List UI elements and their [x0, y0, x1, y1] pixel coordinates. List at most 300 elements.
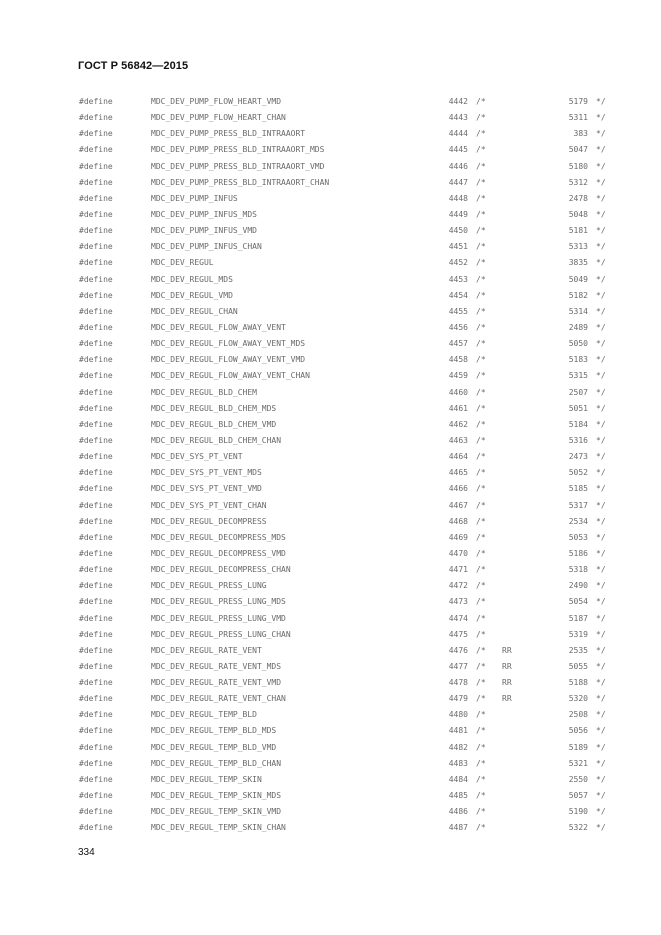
comment-close: */ — [596, 209, 606, 219]
define-number: 4473 — [448, 597, 468, 607]
define-number: 4480 — [448, 710, 468, 720]
comment-close: */ — [596, 274, 606, 284]
comment-open: /* — [476, 242, 486, 252]
comment-close: */ — [596, 678, 606, 688]
define-keyword: #define — [79, 726, 113, 736]
define-code: 5056 — [568, 726, 588, 736]
define-code: 5317 — [568, 500, 588, 510]
comment-open: /* — [476, 532, 486, 542]
comment-open: /* — [476, 97, 486, 106]
define-row — [0, 336, 661, 352]
define-number: 4463 — [448, 435, 468, 445]
comment-close: */ — [596, 516, 606, 526]
define-row — [0, 368, 661, 384]
comment-close: */ — [596, 661, 606, 671]
define-name: MDC_DEV_REGUL_BLD_CHEM_MDS — [151, 403, 277, 413]
define-keyword: #define — [79, 419, 113, 429]
comment-open: /* — [476, 645, 486, 655]
comment-close: */ — [596, 645, 606, 655]
comment-open: /* — [476, 791, 486, 801]
define-name: MDC_DEV_REGUL_RATE_VENT_CHAN — [151, 694, 286, 704]
define-name: MDC_DEV_SYS_PT_VENT_VMD — [151, 484, 262, 494]
define-keyword: #define — [79, 113, 113, 123]
comment-open: /* — [476, 758, 486, 768]
define-row — [0, 239, 661, 255]
define-number: 4446 — [448, 161, 468, 171]
define-flag: RR — [502, 678, 512, 688]
comment-open: /* — [476, 710, 486, 720]
define-keyword: #define — [79, 629, 113, 639]
define-name: MDC_DEV_REGUL_PRESS_LUNG — [151, 581, 267, 591]
define-code: 5182 — [568, 290, 588, 300]
define-row — [0, 288, 661, 304]
define-name: MDC_DEV_REGUL_BLD_CHEM_CHAN — [151, 435, 282, 445]
define-code: 5181 — [568, 226, 588, 236]
define-number: 4454 — [448, 290, 468, 300]
comment-open: /* — [476, 193, 486, 203]
define-code: 5179 — [568, 97, 588, 106]
define-keyword: #define — [79, 355, 113, 365]
define-code: 5316 — [568, 435, 588, 445]
define-number: 4478 — [448, 678, 468, 688]
define-flag: RR — [502, 694, 512, 704]
define-row — [0, 465, 661, 481]
define-row — [0, 788, 661, 804]
define-row — [0, 707, 661, 723]
define-code: 5190 — [568, 807, 588, 817]
comment-open: /* — [476, 613, 486, 623]
define-number: 4464 — [448, 452, 468, 462]
define-number: 4487 — [448, 823, 468, 833]
define-name: MDC_DEV_PUMP_INFUS_CHAN — [151, 242, 262, 252]
define-row — [0, 691, 661, 707]
define-keyword: #define — [79, 597, 113, 607]
comment-open: /* — [476, 322, 486, 332]
define-row — [0, 643, 661, 659]
define-name: MDC_DEV_PUMP_FLOW_HEART_VMD — [151, 97, 282, 106]
define-keyword: #define — [79, 548, 113, 558]
define-name: MDC_DEV_REGUL_TEMP_SKIN_CHAN — [151, 823, 286, 833]
define-number: 4445 — [448, 145, 468, 155]
comment-open: /* — [476, 145, 486, 155]
define-keyword: #define — [79, 613, 113, 623]
define-name: MDC_DEV_REGUL_BLD_CHEM_VMD — [151, 419, 277, 429]
define-name: MDC_DEV_REGUL_PRESS_LUNG_VMD — [151, 613, 286, 623]
comment-close: */ — [596, 419, 606, 429]
define-keyword: #define — [79, 758, 113, 768]
define-number: 4469 — [448, 532, 468, 542]
define-row — [0, 723, 661, 739]
define-name: MDC_DEV_REGUL_RATE_VENT_VMD — [151, 678, 282, 688]
comment-close: */ — [596, 581, 606, 591]
define-number: 4444 — [448, 129, 468, 139]
define-flag: RR — [502, 661, 512, 671]
define-code: 5318 — [568, 565, 588, 575]
comment-open: /* — [476, 516, 486, 526]
define-code: 5183 — [568, 355, 588, 365]
define-number: 4471 — [448, 565, 468, 575]
define-number: 4486 — [448, 807, 468, 817]
define-code: 5313 — [568, 242, 588, 252]
define-number: 4467 — [448, 500, 468, 510]
define-code: 2490 — [568, 581, 588, 591]
comment-open: /* — [476, 452, 486, 462]
define-number: 4443 — [448, 113, 468, 123]
comment-open: /* — [476, 226, 486, 236]
define-code: 5321 — [568, 758, 588, 768]
define-row — [0, 675, 661, 691]
define-keyword: #define — [79, 661, 113, 671]
define-keyword: #define — [79, 258, 113, 268]
define-code: 5180 — [568, 161, 588, 171]
comment-close: */ — [596, 129, 606, 139]
comment-open: /* — [476, 597, 486, 607]
define-code: 5186 — [568, 548, 588, 558]
define-name: MDC_DEV_REGUL_PRESS_LUNG_MDS — [151, 597, 286, 607]
define-code: 5322 — [568, 823, 588, 833]
comment-open: /* — [476, 290, 486, 300]
comment-close: */ — [596, 403, 606, 413]
define-row — [0, 530, 661, 546]
comment-open: /* — [476, 161, 486, 171]
define-row — [0, 449, 661, 465]
define-keyword: #define — [79, 645, 113, 655]
define-number: 4450 — [448, 226, 468, 236]
define-number: 4451 — [448, 242, 468, 252]
define-list — [0, 94, 661, 836]
comment-open: /* — [476, 694, 486, 704]
define-code: 5050 — [568, 339, 588, 349]
comment-open: /* — [476, 371, 486, 381]
comment-open: /* — [476, 774, 486, 784]
define-keyword: #define — [79, 226, 113, 236]
define-name: MDC_DEV_REGUL_FLOW_AWAY_VENT_VMD — [151, 355, 306, 365]
define-number: 4462 — [448, 419, 468, 429]
define-keyword: #define — [79, 694, 113, 704]
define-row — [0, 401, 661, 417]
define-name: MDC_DEV_PUMP_FLOW_HEART_CHAN — [151, 113, 286, 123]
comment-open: /* — [476, 807, 486, 817]
define-code: 5187 — [568, 613, 588, 623]
define-code: 2534 — [568, 516, 588, 526]
define-code: 2535 — [568, 645, 588, 655]
define-row — [0, 110, 661, 126]
define-name: MDC_DEV_PUMP_INFUS_VMD — [151, 226, 257, 236]
define-keyword: #define — [79, 97, 113, 106]
define-code: 383 — [573, 129, 588, 139]
define-name: MDC_DEV_REGUL_FLOW_AWAY_VENT — [151, 322, 286, 332]
define-keyword: #define — [79, 274, 113, 284]
comment-close: */ — [596, 548, 606, 558]
comment-open: /* — [476, 678, 486, 688]
define-name: MDC_DEV_REGUL_TEMP_SKIN_MDS — [151, 791, 282, 801]
define-name: MDC_DEV_REGUL_RATE_VENT_MDS — [151, 661, 282, 671]
comment-close: */ — [596, 597, 606, 607]
define-keyword: #define — [79, 678, 113, 688]
define-code: 5184 — [568, 419, 588, 429]
define-row — [0, 740, 661, 756]
define-row — [0, 659, 661, 675]
define-code: 2473 — [568, 452, 588, 462]
define-code: 3835 — [568, 258, 588, 268]
comment-close: */ — [596, 242, 606, 252]
comment-open: /* — [476, 355, 486, 365]
define-number: 4470 — [448, 548, 468, 558]
comment-open: /* — [476, 565, 486, 575]
comment-close: */ — [596, 97, 606, 106]
define-keyword: #define — [79, 161, 113, 171]
comment-open: /* — [476, 548, 486, 558]
comment-close: */ — [596, 306, 606, 316]
define-keyword: #define — [79, 290, 113, 300]
define-code: 5319 — [568, 629, 588, 639]
define-row — [0, 142, 661, 158]
comment-close: */ — [596, 258, 606, 268]
define-number: 4459 — [448, 371, 468, 381]
define-name: MDC_DEV_REGUL_TEMP_BLD_MDS — [151, 726, 277, 736]
define-number: 4449 — [448, 209, 468, 219]
define-row — [0, 126, 661, 142]
define-number: 4465 — [448, 468, 468, 478]
define-row — [0, 255, 661, 271]
comment-close: */ — [596, 613, 606, 623]
define-code: 5311 — [568, 113, 588, 123]
comment-close: */ — [596, 710, 606, 720]
comment-open: /* — [476, 113, 486, 123]
define-keyword: #define — [79, 742, 113, 752]
define-row — [0, 320, 661, 336]
define-name: MDC_DEV_REGUL_TEMP_SKIN — [151, 774, 262, 784]
define-name: MDC_DEV_REGUL_DECOMPRESS_MDS — [151, 532, 286, 542]
comment-close: */ — [596, 371, 606, 381]
define-number: 4460 — [448, 387, 468, 397]
define-keyword: #define — [79, 500, 113, 510]
define-number: 4447 — [448, 177, 468, 187]
comment-close: */ — [596, 629, 606, 639]
define-row — [0, 207, 661, 223]
define-number: 4476 — [448, 645, 468, 655]
define-number: 4472 — [448, 581, 468, 591]
define-code: 5054 — [568, 597, 588, 607]
comment-close: */ — [596, 500, 606, 510]
define-number: 4466 — [448, 484, 468, 494]
comment-open: /* — [476, 726, 486, 736]
define-row — [0, 804, 661, 820]
define-name: MDC_DEV_REGUL_TEMP_BLD — [151, 710, 257, 720]
comment-open: /* — [476, 581, 486, 591]
define-row — [0, 191, 661, 207]
define-name: MDC_DEV_REGUL_DECOMPRESS — [151, 516, 267, 526]
define-row — [0, 594, 661, 610]
comment-close: */ — [596, 758, 606, 768]
define-name: MDC_DEV_REGUL_DECOMPRESS_CHAN — [151, 565, 291, 575]
comment-open: /* — [476, 258, 486, 268]
comment-open: /* — [476, 419, 486, 429]
define-row — [0, 352, 661, 368]
define-code: 5314 — [568, 306, 588, 316]
define-row — [0, 417, 661, 433]
define-row — [0, 756, 661, 772]
define-row — [0, 159, 661, 175]
define-name: MDC_DEV_REGUL_MDS — [151, 274, 233, 284]
define-row — [0, 611, 661, 627]
define-code: 5320 — [568, 694, 588, 704]
define-code: 5185 — [568, 484, 588, 494]
define-row — [0, 498, 661, 514]
define-keyword: #define — [79, 581, 113, 591]
define-number: 4474 — [448, 613, 468, 623]
comment-open: /* — [476, 339, 486, 349]
document-header: ГОСТ Р 56842—2015 — [78, 60, 189, 72]
define-row — [0, 304, 661, 320]
comment-close: */ — [596, 355, 606, 365]
define-keyword: #define — [79, 791, 113, 801]
define-number: 4468 — [448, 516, 468, 526]
comment-open: /* — [476, 742, 486, 752]
define-name: MDC_DEV_REGUL_RATE_VENT — [151, 645, 262, 655]
define-code: 5188 — [568, 678, 588, 688]
comment-close: */ — [596, 226, 606, 236]
define-keyword: #define — [79, 403, 113, 413]
define-code: 5051 — [568, 403, 588, 413]
define-row — [0, 223, 661, 239]
define-number: 4448 — [448, 193, 468, 203]
comment-close: */ — [596, 193, 606, 203]
define-keyword: #define — [79, 339, 113, 349]
comment-close: */ — [596, 468, 606, 478]
define-number: 4457 — [448, 339, 468, 349]
define-code: 5312 — [568, 177, 588, 187]
define-row — [0, 94, 661, 110]
define-number: 4442 — [448, 97, 468, 106]
define-number: 4452 — [448, 258, 468, 268]
define-row — [0, 627, 661, 643]
define-name: MDC_DEV_REGUL_VMD — [151, 290, 233, 300]
comment-close: */ — [596, 791, 606, 801]
define-row — [0, 578, 661, 594]
define-number: 4485 — [448, 791, 468, 801]
define-keyword: #define — [79, 209, 113, 219]
comment-close: */ — [596, 452, 606, 462]
define-keyword: #define — [79, 193, 113, 203]
comment-open: /* — [476, 129, 486, 139]
define-code: 5055 — [568, 661, 588, 671]
comment-close: */ — [596, 694, 606, 704]
define-name: MDC_DEV_SYS_PT_VENT — [151, 452, 243, 462]
define-number: 4479 — [448, 694, 468, 704]
define-keyword: #define — [79, 435, 113, 445]
define-code: 5048 — [568, 209, 588, 219]
define-number: 4461 — [448, 403, 468, 413]
comment-close: */ — [596, 823, 606, 833]
define-name: MDC_DEV_SYS_PT_VENT_MDS — [151, 468, 262, 478]
define-name: MDC_DEV_REGUL_BLD_CHEM — [151, 387, 257, 397]
comment-close: */ — [596, 387, 606, 397]
define-name: MDC_DEV_REGUL_TEMP_BLD_VMD — [151, 742, 277, 752]
define-number: 4484 — [448, 774, 468, 784]
define-code: 5315 — [568, 371, 588, 381]
define-keyword: #define — [79, 710, 113, 720]
define-code: 5053 — [568, 532, 588, 542]
define-code: 2489 — [568, 322, 588, 332]
define-flag: RR — [502, 645, 512, 655]
define-name: MDC_DEV_REGUL — [151, 258, 214, 268]
comment-close: */ — [596, 145, 606, 155]
define-row — [0, 562, 661, 578]
comment-close: */ — [596, 565, 606, 575]
comment-close: */ — [596, 484, 606, 494]
define-keyword: #define — [79, 468, 113, 478]
define-number: 4483 — [448, 758, 468, 768]
define-keyword: #define — [79, 484, 113, 494]
define-keyword: #define — [79, 322, 113, 332]
comment-open: /* — [476, 435, 486, 445]
comment-close: */ — [596, 435, 606, 445]
define-code: 2478 — [568, 193, 588, 203]
comment-close: */ — [596, 177, 606, 187]
comment-close: */ — [596, 161, 606, 171]
define-keyword: #define — [79, 371, 113, 381]
comment-open: /* — [476, 274, 486, 284]
define-row — [0, 175, 661, 191]
define-row — [0, 514, 661, 530]
define-code: 2508 — [568, 710, 588, 720]
comment-open: /* — [476, 468, 486, 478]
define-keyword: #define — [79, 823, 113, 833]
define-row — [0, 481, 661, 497]
comment-close: */ — [596, 113, 606, 123]
define-keyword: #define — [79, 387, 113, 397]
define-name: MDC_DEV_REGUL_PRESS_LUNG_CHAN — [151, 629, 291, 639]
define-number: 4453 — [448, 274, 468, 284]
comment-close: */ — [596, 339, 606, 349]
comment-close: */ — [596, 742, 606, 752]
define-name: MDC_DEV_REGUL_FLOW_AWAY_VENT_CHAN — [151, 371, 310, 381]
define-name: MDC_DEV_PUMP_INFUS — [151, 193, 238, 203]
define-row — [0, 546, 661, 562]
define-name: MDC_DEV_PUMP_PRESS_BLD_INTRAAORT_VMD — [151, 161, 325, 171]
define-code: 5052 — [568, 468, 588, 478]
define-number: 4475 — [448, 629, 468, 639]
define-code: 2507 — [568, 387, 588, 397]
define-keyword: #define — [79, 532, 113, 542]
comment-open: /* — [476, 823, 486, 833]
define-row — [0, 820, 661, 836]
comment-open: /* — [476, 306, 486, 316]
define-keyword: #define — [79, 452, 113, 462]
define-code: 5189 — [568, 742, 588, 752]
comment-open: /* — [476, 387, 486, 397]
define-number: 4456 — [448, 322, 468, 332]
comment-open: /* — [476, 484, 486, 494]
define-row — [0, 385, 661, 401]
define-number: 4481 — [448, 726, 468, 736]
define-row — [0, 433, 661, 449]
define-keyword: #define — [79, 565, 113, 575]
define-keyword: #define — [79, 774, 113, 784]
define-name: MDC_DEV_PUMP_PRESS_BLD_INTRAAORT_MDS — [151, 145, 325, 155]
define-keyword: #define — [79, 516, 113, 526]
comment-close: */ — [596, 807, 606, 817]
comment-open: /* — [476, 629, 486, 639]
define-number: 4482 — [448, 742, 468, 752]
define-code: 5047 — [568, 145, 588, 155]
define-number: 4458 — [448, 355, 468, 365]
define-code: 5057 — [568, 791, 588, 801]
comment-open: /* — [476, 403, 486, 413]
define-keyword: #define — [79, 807, 113, 817]
define-number: 4455 — [448, 306, 468, 316]
